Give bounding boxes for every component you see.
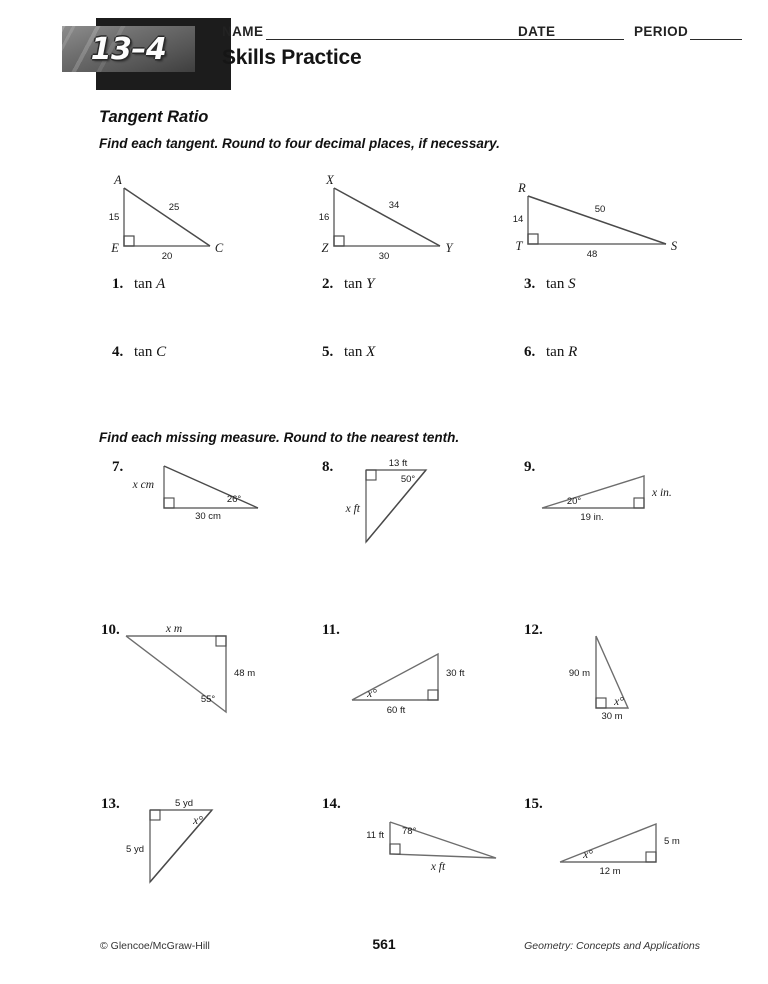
problem-number-9: 9. bbox=[524, 459, 536, 475]
problem-prompt-2 bbox=[344, 276, 374, 293]
side-length-label: 30 bbox=[378, 251, 390, 262]
problem-number-5: 5. bbox=[322, 344, 334, 360]
trig-function: tan bbox=[134, 344, 153, 360]
student-info-row bbox=[222, 24, 748, 42]
side-length-label: 20 bbox=[161, 251, 173, 262]
angle-argument: A bbox=[156, 276, 166, 292]
hypotenuse-label: 25 bbox=[168, 202, 180, 213]
figure-problem-7 bbox=[132, 460, 272, 522]
figure-problem-8 bbox=[345, 458, 472, 550]
angle-label: 55° bbox=[200, 694, 216, 705]
period-field[interactable] bbox=[690, 39, 742, 40]
problem-prompt-1 bbox=[134, 276, 165, 293]
footer-book-title: Geometry: Concepts and Applications bbox=[524, 940, 700, 952]
figure-problem-15 bbox=[552, 816, 692, 876]
trig-function: tan bbox=[546, 344, 565, 360]
problem-number-6: 6. bbox=[524, 344, 536, 360]
figure-triangle-rts bbox=[512, 181, 678, 260]
worksheet-type: Skills Practice bbox=[222, 46, 362, 69]
angle-label: 50° bbox=[400, 474, 416, 485]
vertex-label: A bbox=[114, 173, 122, 187]
name-label: NAME bbox=[222, 24, 264, 39]
angle-argument: R bbox=[568, 344, 578, 360]
unknown-label: x° bbox=[193, 815, 203, 827]
problem-number-7: 7. bbox=[112, 459, 124, 475]
vertex-label: S bbox=[670, 239, 678, 253]
problem-number-1: 1. bbox=[112, 276, 124, 292]
problem-number-10: 10. bbox=[101, 622, 120, 638]
footer-copyright: © Glencoe/McGraw-Hill bbox=[100, 940, 210, 952]
section2-instruction: Find each missing measure. Round to the nearest tenth. bbox=[99, 430, 460, 445]
side-length-label: 16 bbox=[318, 212, 330, 223]
side-length-label: 5 yd bbox=[175, 798, 193, 809]
angle-argument: X bbox=[366, 344, 376, 360]
figure-problem-12 bbox=[556, 630, 666, 722]
angle-label: 78° bbox=[402, 826, 417, 837]
section-title: Tangent Ratio bbox=[99, 108, 209, 126]
side-length-label: 12 m bbox=[599, 866, 621, 877]
unknown-label: x in. bbox=[652, 487, 672, 499]
vertex-label: E bbox=[111, 241, 119, 255]
vertex-label: R bbox=[518, 181, 526, 195]
side-length-label: 5 yd bbox=[126, 844, 144, 855]
trig-function: tan bbox=[344, 276, 363, 292]
side-length-label: 19 in. bbox=[580, 512, 604, 523]
problem-number-4: 4. bbox=[112, 344, 124, 360]
unknown-label: x° bbox=[583, 849, 593, 861]
side-length-label: 30 m bbox=[601, 711, 623, 722]
problem-number-3: 3. bbox=[524, 276, 536, 292]
problem-prompt-6 bbox=[546, 344, 577, 361]
side-length-label: 15 bbox=[108, 212, 120, 223]
problem-prompt-3 bbox=[546, 276, 576, 293]
side-length-label: 90 m bbox=[568, 668, 590, 679]
lesson-badge-plate bbox=[62, 26, 195, 72]
side-length-label: 48 bbox=[586, 249, 598, 260]
unknown-label: x ft bbox=[345, 503, 360, 515]
side-length-label: 30 cm bbox=[195, 511, 221, 522]
section-instruction: Find each tangent. Round to four decimal places, if necessary. bbox=[99, 136, 500, 151]
figure-problem-10 bbox=[118, 623, 258, 718]
figure-triangle-xzy bbox=[318, 173, 453, 262]
unknown-label: x ft bbox=[430, 861, 446, 873]
side-length-label: 60 ft bbox=[386, 705, 406, 716]
hypotenuse-label: 34 bbox=[388, 200, 400, 211]
page-header bbox=[0, 0, 768, 96]
footer-page-number: 561 bbox=[372, 936, 396, 952]
side-length-label: 48 m bbox=[234, 668, 256, 679]
figure-problem-13 bbox=[126, 798, 260, 890]
date-field[interactable] bbox=[558, 39, 624, 40]
side-length-label: 30 ft bbox=[446, 668, 465, 679]
problem-prompt-5 bbox=[344, 344, 375, 361]
figure-problem-11 bbox=[344, 648, 484, 718]
vertex-label: Z bbox=[321, 241, 329, 255]
problem-number-13: 13. bbox=[101, 796, 120, 812]
problem-number-11: 11. bbox=[322, 622, 340, 638]
angle-label: 20° bbox=[566, 496, 582, 507]
lesson-number: 13–4 bbox=[90, 31, 167, 67]
trig-function: tan bbox=[546, 276, 565, 292]
side-length-label: 5 m bbox=[664, 836, 680, 847]
figure-triangle-aec bbox=[108, 173, 232, 262]
trig-function: tan bbox=[344, 344, 363, 360]
period-label: PERIOD bbox=[634, 24, 689, 39]
vertex-label: X bbox=[326, 173, 334, 187]
trig-function: tan bbox=[134, 276, 153, 292]
problem-prompt-4 bbox=[134, 344, 166, 361]
angle-argument: C bbox=[156, 344, 167, 360]
unknown-label: x m bbox=[165, 623, 183, 635]
vertex-label: Y bbox=[445, 241, 453, 255]
problem-number-2: 2. bbox=[322, 276, 334, 292]
problem-number-12: 12. bbox=[524, 622, 543, 638]
figure-problem-14 bbox=[366, 812, 510, 873]
unknown-label: x cm bbox=[132, 479, 154, 491]
problem-number-14: 14. bbox=[322, 796, 341, 812]
unknown-label: x° bbox=[614, 696, 624, 708]
side-length-label: 13 ft bbox=[388, 458, 408, 469]
hypotenuse-label: 50 bbox=[594, 204, 606, 215]
figure-problem-9 bbox=[534, 466, 674, 521]
side-length-label: 14 bbox=[512, 214, 524, 225]
angle-argument: Y bbox=[366, 276, 375, 292]
angle-argument: S bbox=[568, 276, 576, 292]
date-label: DATE bbox=[518, 24, 556, 39]
angle-label: 26° bbox=[226, 494, 242, 505]
unknown-label: x° bbox=[367, 688, 377, 700]
vertex-label: T bbox=[515, 239, 523, 253]
problem-number-15: 15. bbox=[524, 796, 543, 812]
problem-number-8: 8. bbox=[322, 459, 334, 475]
side-length-label: 11 ft bbox=[366, 830, 384, 841]
vertex-label: C bbox=[214, 241, 224, 255]
name-field[interactable] bbox=[266, 39, 566, 40]
